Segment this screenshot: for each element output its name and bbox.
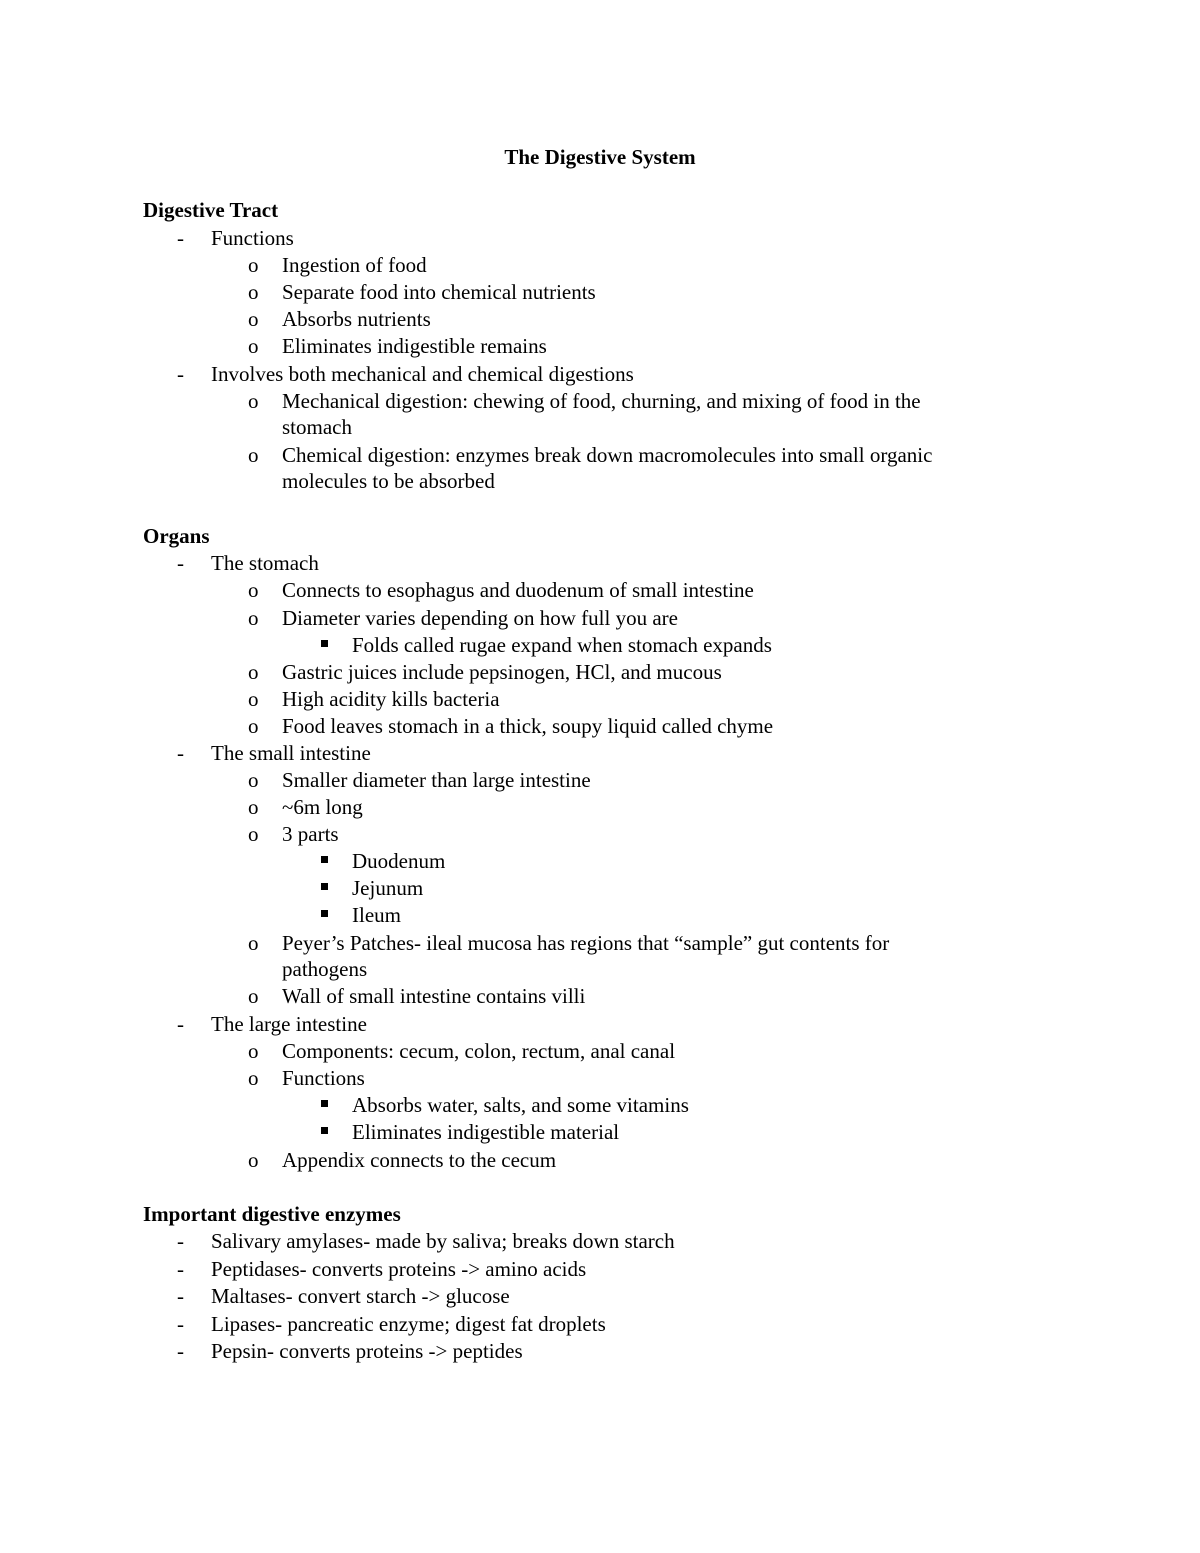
dash-bullet: - (177, 362, 184, 386)
circle-bullet: o (248, 334, 259, 358)
dash-bullet: - (177, 1312, 184, 1336)
list-item: Pepsin- converts proteins -> peptides (211, 1339, 523, 1363)
list-item: 3 parts (282, 822, 339, 846)
list-item: Wall of small intestine contains villi (282, 984, 586, 1008)
list-item: Diameter varies depending on how full you are (282, 606, 678, 630)
list-item: ~6m long (282, 795, 363, 819)
dash-bullet: - (177, 226, 184, 250)
list-item: Separate food into chemical nutrients (282, 280, 596, 304)
square-bullet (321, 640, 328, 647)
circle-bullet: o (248, 389, 259, 413)
circle-bullet: o (248, 795, 259, 819)
square-bullet (321, 1127, 328, 1134)
list-item: Connects to esophagus and duodenum of small intestine (282, 578, 754, 602)
list-item-functions: Functions (211, 226, 294, 250)
list-item-continuation: stomach (282, 415, 352, 439)
dash-bullet: - (177, 551, 184, 575)
list-item: Absorbs water, salts, and some vitamins (352, 1093, 689, 1117)
list-item: Folds called rugae expand when stomach expands (352, 633, 772, 657)
list-item: Smaller diameter than large intestine (282, 768, 591, 792)
circle-bullet: o (248, 1039, 259, 1063)
section-heading-digestive-tract: Digestive Tract (143, 198, 279, 222)
list-item-continuation: molecules to be absorbed (282, 469, 495, 493)
dash-bullet: - (177, 1284, 184, 1308)
dash-bullet: - (177, 1229, 184, 1253)
square-bullet (321, 910, 328, 917)
list-item: Absorbs nutrients (282, 307, 431, 331)
circle-bullet: o (248, 984, 259, 1008)
list-item: Lipases- pancreatic enzyme; digest fat droplets (211, 1312, 606, 1336)
list-item: Chemical digestion: enzymes break down macromolecules into small organic (282, 443, 933, 467)
list-item: High acidity kills bacteria (282, 687, 500, 711)
square-bullet (321, 856, 328, 863)
list-item: Functions (282, 1066, 365, 1090)
circle-bullet: o (248, 280, 259, 304)
list-item: Mechanical digestion: chewing of food, churning, and mixing of food in the (282, 389, 921, 413)
list-item: Ileum (352, 903, 401, 927)
circle-bullet: o (248, 768, 259, 792)
circle-bullet: o (248, 307, 259, 331)
circle-bullet: o (248, 443, 259, 467)
list-item: Gastric juices include pepsinogen, HCl, and mucous (282, 660, 722, 684)
circle-bullet: o (248, 660, 259, 684)
circle-bullet: o (248, 1148, 259, 1172)
circle-bullet: o (248, 822, 259, 846)
list-item: Components: cecum, colon, rectum, anal canal (282, 1039, 676, 1063)
list-item: Eliminates indigestible material (352, 1120, 620, 1144)
list-item: Food leaves stomach in a thick, soupy liquid called chyme (282, 714, 774, 738)
square-bullet (321, 1100, 328, 1107)
list-item-digestions: Involves both mechanical and chemical digestions (211, 362, 634, 386)
page-title: The Digestive System (504, 145, 696, 169)
list-item-continuation: pathogens (282, 957, 368, 981)
list-item-large-intestine: The large intestine (211, 1012, 367, 1036)
dash-bullet: - (177, 741, 184, 765)
list-item: Appendix connects to the cecum (282, 1148, 557, 1172)
dash-bullet: - (177, 1339, 184, 1363)
dash-bullet: - (177, 1012, 184, 1036)
circle-bullet: o (248, 687, 259, 711)
square-bullet (321, 883, 328, 890)
list-item: Jejunum (352, 876, 424, 900)
list-item: Duodenum (352, 849, 446, 873)
list-item-small-intestine: The small intestine (211, 741, 371, 765)
list-item: Salivary amylases- made by saliva; breaks down starch (211, 1229, 675, 1253)
circle-bullet: o (248, 606, 259, 630)
circle-bullet: o (248, 931, 259, 955)
list-item: Eliminates indigestible remains (282, 334, 547, 358)
circle-bullet: o (248, 714, 259, 738)
circle-bullet: o (248, 1066, 259, 1090)
section-heading-enzymes: Important digestive enzymes (143, 1202, 401, 1226)
section-heading-organs: Organs (143, 524, 210, 548)
circle-bullet: o (248, 578, 259, 602)
list-item: Peyer’s Patches- ileal mucosa has regions that “sample” gut contents for (282, 931, 890, 955)
dash-bullet: - (177, 1257, 184, 1281)
circle-bullet: o (248, 253, 259, 277)
list-item: Maltases- convert starch -> glucose (211, 1284, 510, 1308)
list-item-stomach: The stomach (211, 551, 319, 575)
list-item: Peptidases- converts proteins -> amino acids (211, 1257, 587, 1281)
list-item: Ingestion of food (282, 253, 427, 277)
